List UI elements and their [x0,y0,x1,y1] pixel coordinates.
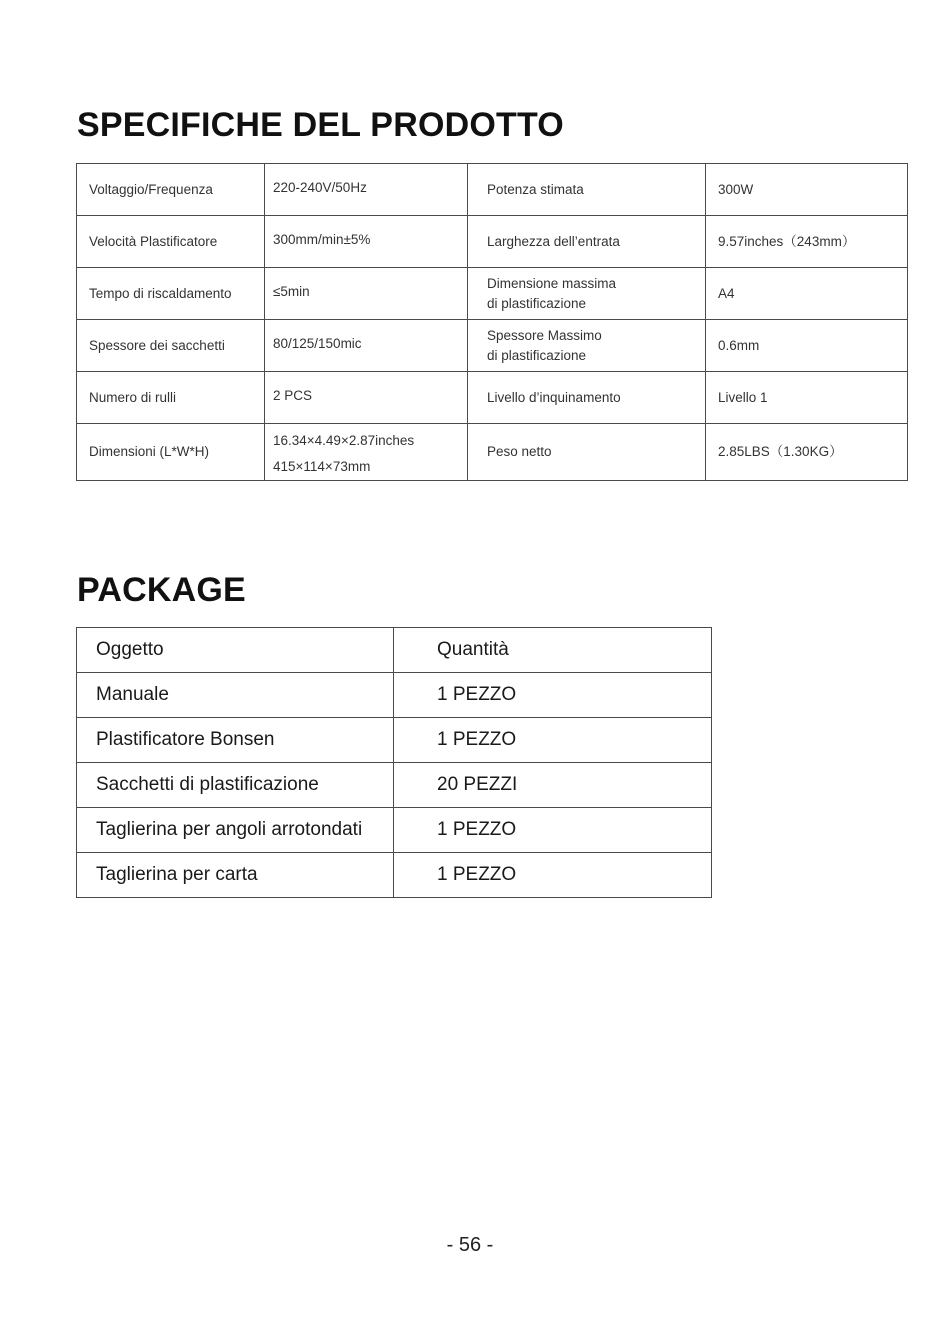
package-item: Plastificatore Bonsen [77,718,394,763]
spec-label: Voltaggio/Frequenza [77,164,265,216]
spec-label-line: Livello d’inquinamento [487,389,621,405]
spec-value-line: 220-240V/50Hz [273,180,367,195]
spec-table [76,163,908,481]
spec-row [77,216,908,268]
spec-row [77,372,908,424]
spec-label [468,268,706,320]
spec-value: 0.6mm [706,320,908,372]
package-row [77,853,712,898]
package-row [77,808,712,853]
page-number: - 56 - [446,1234,494,1256]
spec-value-line: 415×114×73mm [273,459,371,474]
spec-value: 2.85LBS（1.30KG） [706,424,908,481]
spec-value [265,372,468,424]
spec-label [468,216,706,268]
spec-label-line: Potenza stimata [487,181,584,197]
package-row [77,673,712,718]
spec-value [265,320,468,372]
package-item: Taglierina per carta [77,853,394,898]
spec-label: Dimensioni (L*W*H) [77,424,265,481]
spec-label: Numero di rulli [77,372,265,424]
spec-value-line: 16.34×4.49×2.87inches [273,433,415,448]
spec-label: Spessore dei sacchetti [77,320,265,372]
spec-value [265,424,468,481]
package-header-item: Oggetto [77,628,394,673]
package-qty: 1 PEZZO [394,673,712,718]
spec-value-line: 2 PCS [273,388,313,403]
spec-label: Tempo di riscaldamento [77,268,265,320]
spec-row [77,320,908,372]
spec-label-line: Peso netto [487,444,552,459]
spec-label-line: Dimensione massima [487,275,617,291]
package-item: Sacchetti di plastificazione [77,763,394,808]
package-qty: 1 PEZZO [394,718,712,763]
package-item: Manuale [77,673,394,718]
package-item: Taglierina per angoli arrotondati [77,808,394,853]
spec-value: Livello 1 [706,372,908,424]
spec-label [468,424,706,481]
spec-label [468,372,706,424]
spec-label-line: di plastificazione [487,295,587,311]
spec-value: 9.57inches（243mm） [706,216,908,268]
spec-label: Velocità Plastificatore [77,216,265,268]
spec-row [77,164,908,216]
spec-value-line: 300mm/min±5% [273,232,371,247]
package-qty: 20 PEZZI [394,763,712,808]
spec-row [77,424,908,481]
spec-row [77,268,908,320]
spec-label-line: di plastificazione [487,347,587,363]
spec-label [468,164,706,216]
spec-label [468,320,706,372]
package-header-row [77,628,712,673]
spec-value [265,268,468,320]
package-row [77,763,712,808]
package-table [76,627,712,898]
spec-title: SPECIFICHE DEL PRODOTTO [77,106,564,144]
package-qty: 1 PEZZO [394,853,712,898]
spec-label-line: Larghezza dell’entrata [487,233,620,249]
package-row [77,718,712,763]
spec-value: 300W [706,164,908,216]
spec-value [265,164,468,216]
spec-value: A4 [706,268,908,320]
package-title: PACKAGE [77,571,246,609]
spec-value [265,216,468,268]
package-header-qty: Quantità [394,628,712,673]
package-qty: 1 PEZZO [394,808,712,853]
spec-value-line: ≤5min [273,284,310,299]
spec-value-line: 80/125/150mic [273,336,362,351]
spec-label-line: Spessore Massimo [487,327,602,343]
